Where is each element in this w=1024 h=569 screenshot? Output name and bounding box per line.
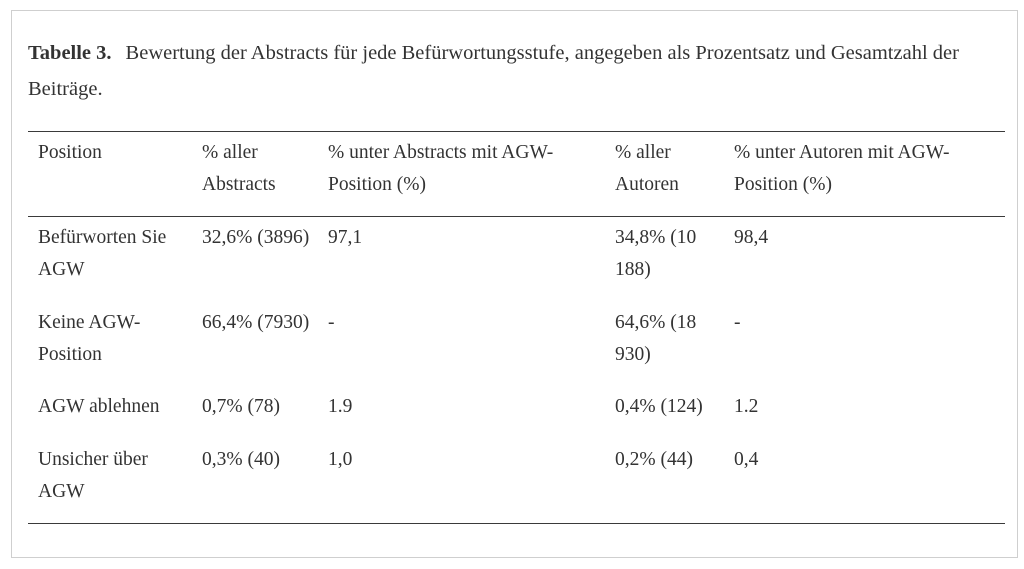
header-position: Position	[38, 142, 102, 163]
table-cell: 1.9	[328, 396, 353, 417]
table-cell: -	[328, 312, 335, 333]
header-pct-abstracts-with-position: % unter Abstracts mit AGW-Position (%)	[328, 142, 554, 195]
table-cell: Befürworten Sie AGW	[38, 227, 167, 280]
table-caption	[28, 35, 988, 107]
table-cell: 0,4% (124)	[615, 396, 703, 417]
table-cell: 0,3% (40)	[202, 449, 280, 470]
table-header-rule	[28, 216, 1005, 217]
table-cell: 66,4% (7930)	[202, 312, 310, 333]
table-cell: Keine AGW-Position	[38, 312, 141, 365]
table-cell: AGW ablehnen	[38, 396, 160, 417]
table-cell: 0,4	[734, 449, 759, 470]
table-cell: 64,6% (18 930)	[615, 312, 697, 365]
table-cell: -	[734, 312, 741, 333]
table-cell: 1.2	[734, 396, 759, 417]
header-pct-abstracts: % aller Abstracts	[202, 142, 276, 195]
table-cell: 0,7% (78)	[202, 396, 280, 417]
table-cell: 98,4	[734, 227, 769, 248]
table-cell: 34,8% (10 188)	[615, 227, 697, 280]
table-cell: 97,1	[328, 227, 363, 248]
header-pct-authors: % aller Autoren	[615, 142, 679, 195]
table-cell: Unsicher über AGW	[38, 449, 148, 502]
table-top-rule	[28, 131, 1005, 132]
caption-text: Bewertung der Abstracts für jede Befürwortungsstufe, angegeben als Prozentsatz und Gesamtzahl der Beiträge.	[28, 42, 959, 100]
caption-label: Tabelle 3.	[28, 42, 112, 64]
table-figure	[11, 10, 1018, 558]
table-cell: 1,0	[328, 449, 353, 470]
header-pct-authors-with-position: % unter Autoren mit AGW-Position (%)	[734, 142, 950, 195]
table-bottom-rule	[28, 523, 1005, 524]
table-cell: 0,2% (44)	[615, 449, 693, 470]
table-cell: 32,6% (3896)	[202, 227, 310, 248]
